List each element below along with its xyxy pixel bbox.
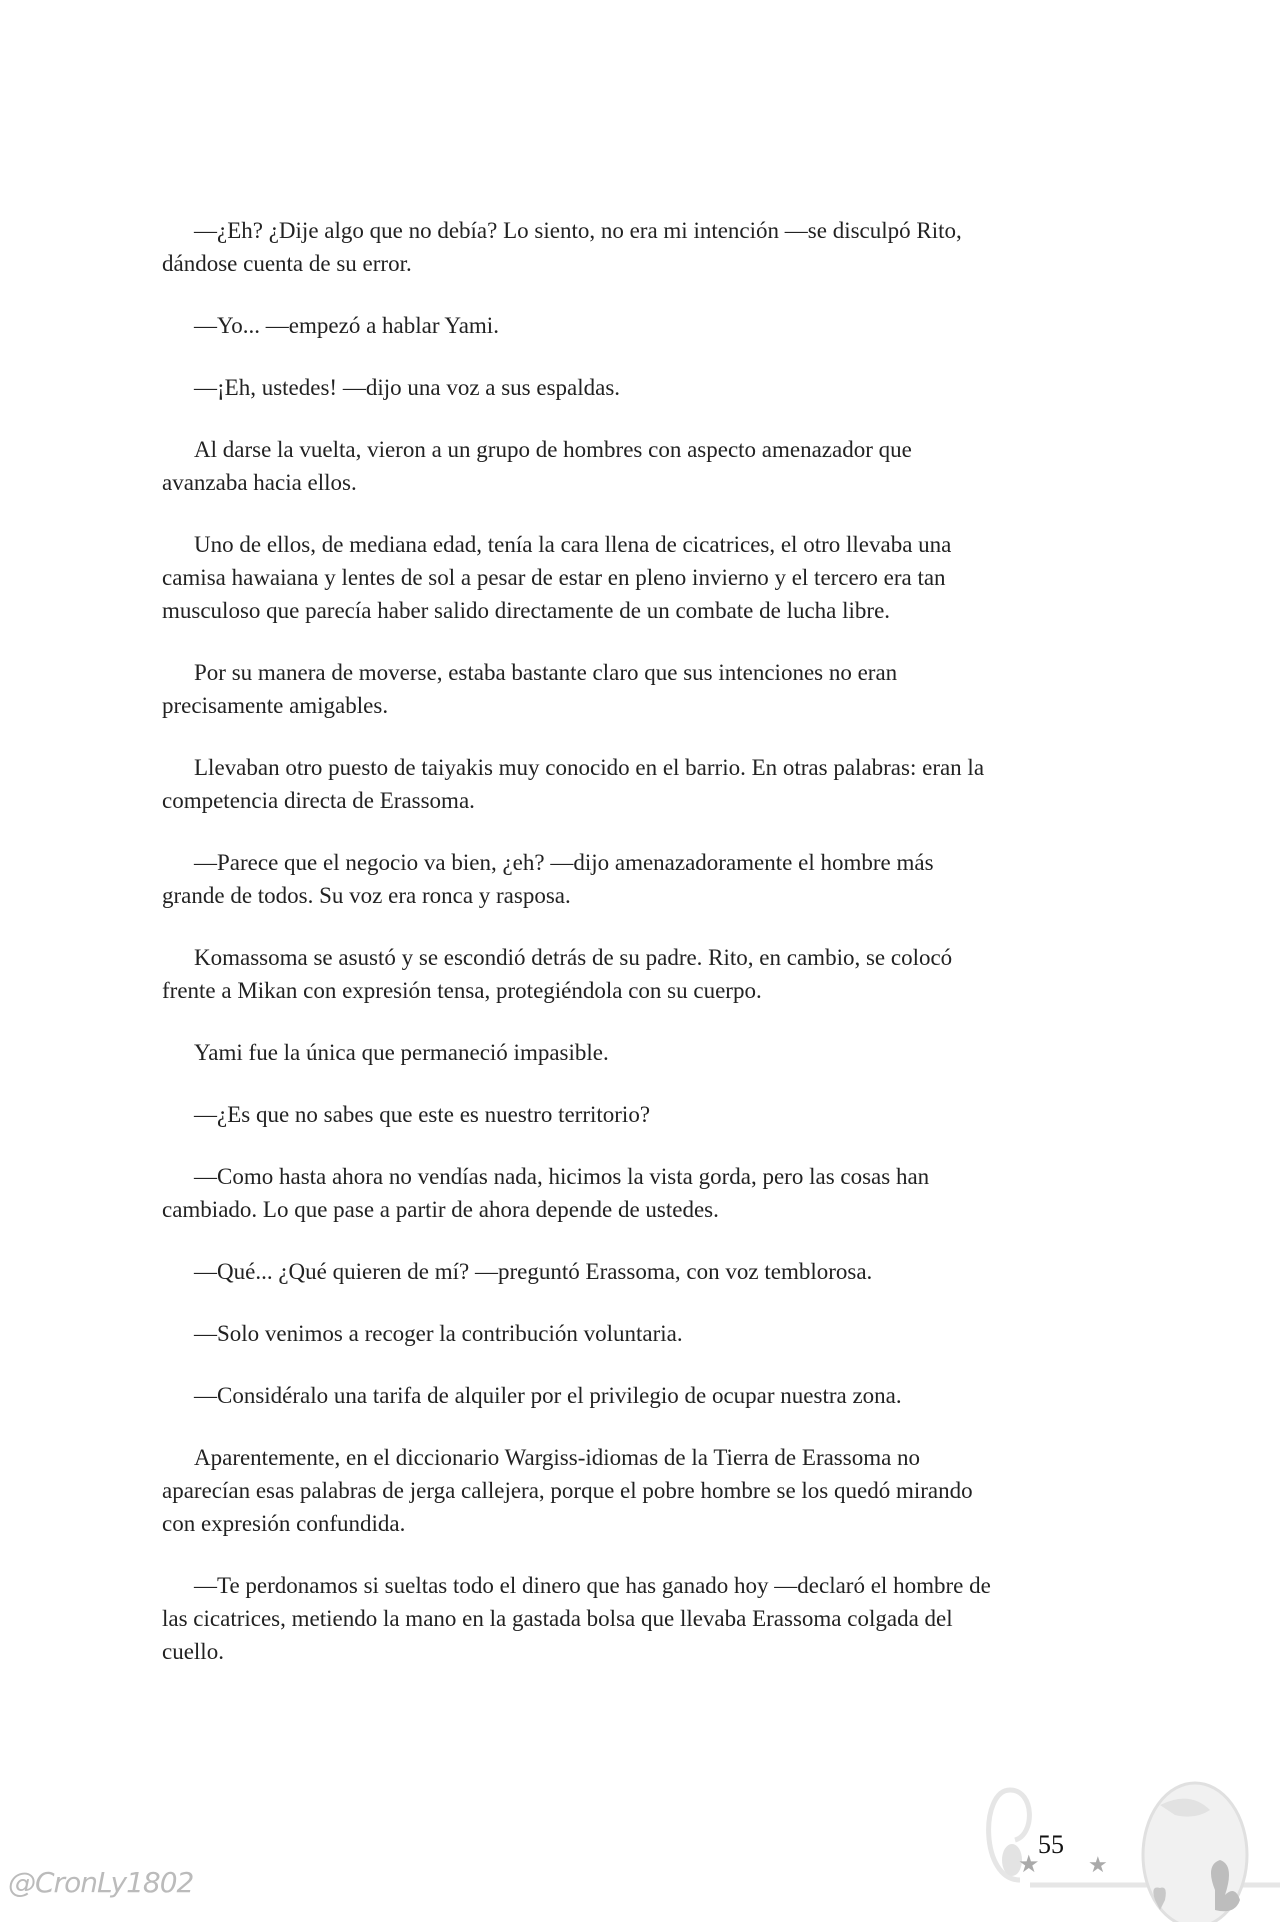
text-line: —Como hasta ahora no vendías nada, hicimos la vista gorda, pero las cosas han — [194, 1164, 930, 1189]
text-line: camisa hawaiana y lentes de sol a pesar de estar en pleno invierno y el tercero era tan — [162, 565, 946, 590]
text-line: precisamente amigables. — [162, 693, 389, 718]
text-line: las cicatrices, metiendo la mano en la gastada bolsa que llevaba Erassoma colgada del — [162, 1606, 953, 1631]
text-line: —Qué... ¿Qué quieren de mí? —preguntó Erassoma, con voz temblorosa. — [194, 1259, 873, 1284]
paragraph — [162, 528, 1122, 627]
text-line: avanzaba hacia ellos. — [162, 470, 357, 495]
text-line: Uno de ellos, de mediana edad, tenía la cara llena de cicatrices, el otro llevaba una — [194, 532, 952, 557]
paragraph — [162, 1441, 1122, 1540]
text-line: —Solo venimos a recoger la contribución voluntaria. — [194, 1321, 683, 1346]
text-line: —Te perdonamos si sueltas todo el dinero que has ganado hoy —declaró el hombre de — [194, 1573, 991, 1598]
text-line: cambiado. Lo que pase a partir de ahora depende de ustedes. — [162, 1197, 719, 1222]
paragraph — [162, 1317, 1122, 1350]
paragraph — [162, 751, 1122, 817]
page-number: 55 — [1038, 1830, 1064, 1859]
text-line: —Parece que el negocio va bien, ¿eh? —dijo amenazadoramente el hombre más — [194, 850, 934, 875]
paragraph — [162, 1098, 1122, 1131]
text-line: —¡Eh, ustedes! —dijo una voz a sus espaldas. — [194, 375, 621, 400]
paragraph — [162, 1255, 1122, 1288]
paragraph — [162, 309, 1122, 342]
body-text — [162, 214, 1122, 1697]
text-line: musculoso que parecía haber salido directamente de un combate de lucha libre. — [162, 598, 891, 623]
text-line: —Yo... —empezó a hablar Yami. — [194, 313, 499, 338]
text-line: Yami fue la única que permaneció impasible. — [194, 1040, 609, 1065]
paragraph — [162, 1036, 1122, 1069]
paragraph — [162, 941, 1122, 1007]
text-line: cuello. — [162, 1639, 224, 1664]
text-line: —¿Eh? ¿Dije algo que no debía? Lo siento, no era mi intención —se disculpó Rito, — [194, 218, 962, 243]
paragraph — [162, 846, 1122, 912]
paragraph — [162, 1160, 1122, 1226]
text-line: frente a Mikan con expresión tensa, protegiéndola con su cuerpo. — [162, 978, 762, 1003]
text-line: competencia directa de Erassoma. — [162, 788, 475, 813]
text-line: grande de todos. Su voz era ronca y rasposa. — [162, 883, 571, 908]
svg-text:★: ★ — [1018, 1852, 1040, 1878]
text-line: dándose cuenta de su error. — [162, 251, 412, 276]
paragraph — [162, 371, 1122, 404]
text-line: —Considéralo una tarifa de alquiler por el privilegio de ocupar nuestra zona. — [194, 1383, 902, 1408]
paragraph — [162, 433, 1122, 499]
text-line: con expresión confundida. — [162, 1511, 406, 1536]
text-line: aparecían esas palabras de jerga callejera, porque el pobre hombre se los quedó mirando — [162, 1478, 973, 1503]
text-line: Al darse la vuelta, vieron a un grupo de hombres con aspecto amenazador que — [194, 437, 912, 462]
paragraph — [162, 214, 1122, 280]
svg-text:★: ★ — [1088, 1852, 1108, 1877]
text-line: Komassoma se asustó y se escondió detrás de su padre. Rito, en cambio, se colocó — [194, 945, 953, 970]
text-line: Llevaban otro puesto de taiyakis muy conocido en el barrio. En otras palabras: eran la — [194, 755, 985, 780]
text-line: —¿Es que no sabes que este es nuestro territorio? — [194, 1102, 651, 1127]
text-line: Aparentemente, en el diccionario Wargiss-idiomas de la Tierra de Erassoma no — [194, 1445, 921, 1470]
paragraph — [162, 656, 1122, 722]
watermark: @CronLy1802 — [8, 1866, 194, 1899]
moon-swirl-decoration — [960, 1760, 1280, 1922]
paragraph — [162, 1379, 1122, 1412]
text-line: Por su manera de moverse, estaba bastante claro que sus intenciones no eran — [194, 660, 898, 685]
paragraph — [162, 1569, 1122, 1668]
